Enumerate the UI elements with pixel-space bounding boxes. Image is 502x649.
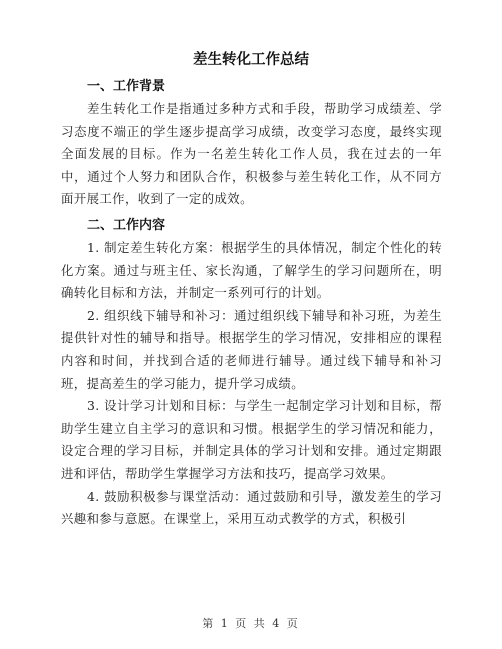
page-number-footer: 第 1 页 共 4 页 [202, 617, 300, 630]
section-heading: 二、工作内容 [87, 217, 166, 233]
section-heading: 一、工作背景 [87, 79, 166, 94]
paragraph: 3. 设计学习计划和目标：与学生一起制定学习计划和目标，帮助学生建立自主学习的意识和习惯。根据学生的学习情况和能力，设定合理的学习目标，并制定具体的学习计划和安排。通过定期跟进和评估，帮助学生掌握学习方法和技巧，提高学习效果。 [61, 398, 442, 481]
paragraph: 4. 鼓励积极参与课堂活动：通过鼓励和引导，激发差生的学习兴趣和参与意愿。在课堂上，采用互动式教学的方式，积极引 [61, 488, 442, 527]
paragraph: 2. 组织线下辅导和补习：通过组织线下辅导和补习班，为差生提供针对性的辅导和指导。根据学生的学习情况，安排相应的课程内容和时间，并找到合适的老师进行辅导。通过线下辅导和补习班，提高差生的学习能力，提升学习成绩。 [61, 307, 442, 391]
document-title: 差生转化工作总结 [193, 52, 309, 68]
paragraph: 差生转化工作是指通过多种方式和手段，帮助学习成绩差、学习态度不端正的学生逐步提高学习成绩，改变学习态度，最终实现全面发展的目标。作为一名差生转化工作人员，我在过去的一年中，通过个人努力和团队合作，积极参与差生转化工作，从不同方面开展工作，收到了一定的成效。 [61, 101, 442, 207]
section-content [61, 215, 442, 531]
document-body [61, 76, 442, 531]
paragraph: 1. 制定差生转化方案：根据学生的具体情况，制定个性化的转化方案。通过与班主任、家长沟通，了解学生的学习问题所在，明确转化目标和方法，并制定一系列可行的计划。 [61, 239, 442, 301]
section-background [61, 76, 442, 211]
